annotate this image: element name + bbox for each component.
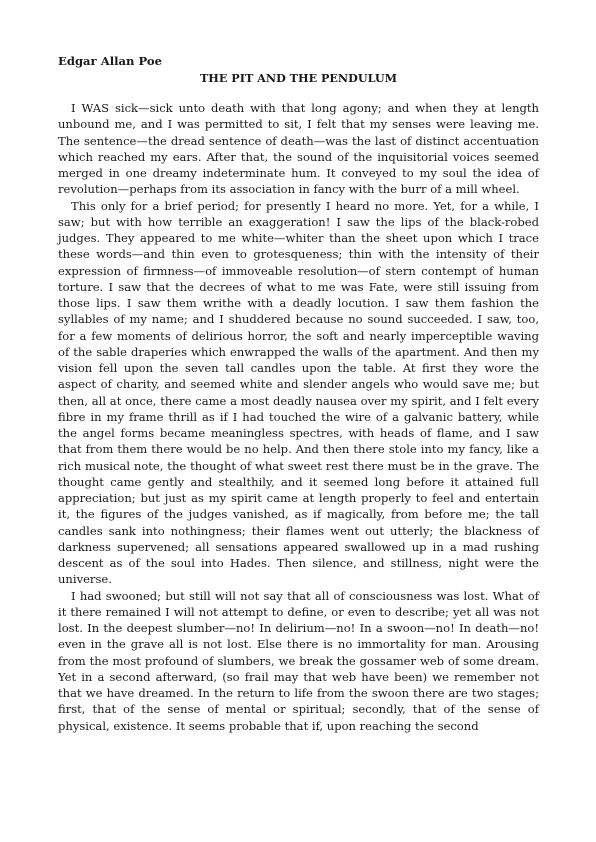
story-title: THE PIT AND THE PENDULUM [199, 71, 398, 85]
author-name: Edgar Allan Poe [58, 54, 163, 68]
paragraph: I had swooned; but still will not say that all of consciousness was lost. What of it there remained I will not attempt to define, or even to describe; yet all was not lost. In the deepest slumber—no! In delirium—no! In a swoon—no! In death—no! even in the grave all is not lost. Else there is no immortality for man. Arousing from the most profound of slumbers, we break the gossamer web of some dream. Yet in a second afterward, (so frail may that web have been) we remember not that we have dreamed. In the return to life from the swoon there are two stages; first, that of the sense of mental or spiritual; secondly, that of the sense of physical, existence. It seems probable that if, upon reaching the second [58, 588, 539, 733]
paragraph: I WAS sick—sick unto death with that long agony; and when they at length unbound me, and I was permitted to sit, I felt that my senses were leaving me. The sentence—the dread sentence of death—was the last of distinct accentuation which reached my ears. After that, the sound of the inquisitorial voices seemed merged in one dreamy indeterminate hum. It conveyed to my soul the idea of revolution—perhaps from its association in fancy with the burr of a mill wheel. [58, 101, 539, 197]
document-page [58, 54, 539, 734]
paragraph: This only for a brief period; for presently I heard no more. Yet, for a while, I saw; but with how terrible an exaggeration! I saw the lips of the black-robed judges. They appeared to me white—whiter than the sheet upon which I trace these words—and thin even to grotesqueness; thin with the intensity of their expression of firmness—of immoveable resolution—of stern contempt of human torture. I saw that the decrees of what to me was Fate, were still issuing from those lips. I saw them writhe with a deadly locution. I saw them fashion the syllables of my name; and I shuddered because no sound succeeded. I saw, too, for a few moments of delirious horror, the soft and nearly imperceptible waving of the sable draperies which enwrapped the walls of the apartment. And then my vision fell upon the seven tall candles upon the table. At first they wore the aspect of charity, and seemed white and slender angels who would save me; but then, all at once, there came a most deadly nausea over my spirit, and I felt every fibre in my frame thrill as if I had touched the wire of a galvanic battery, while the angel forms became meaningless spectres, with heads of flame, and I saw that from them there would be no help. And then there stole into my fancy, like a rich musical note, the thought of what sweet rest there must be in the grave. The thought came gently and stealthily, and it seemed long before it attained full appreciation; but just as my spirit came at length properly to feel and entertain it, the figures of the judges vanished, as if magically, from before me; the tall candles sank into nothingness; their flames went out utterly; the blackness of darkness supervened; all sensations appeared swallowed up in a mad rushing descent as of the soul into Hades. Then silence, and stillness, night were the universe. [58, 198, 539, 587]
